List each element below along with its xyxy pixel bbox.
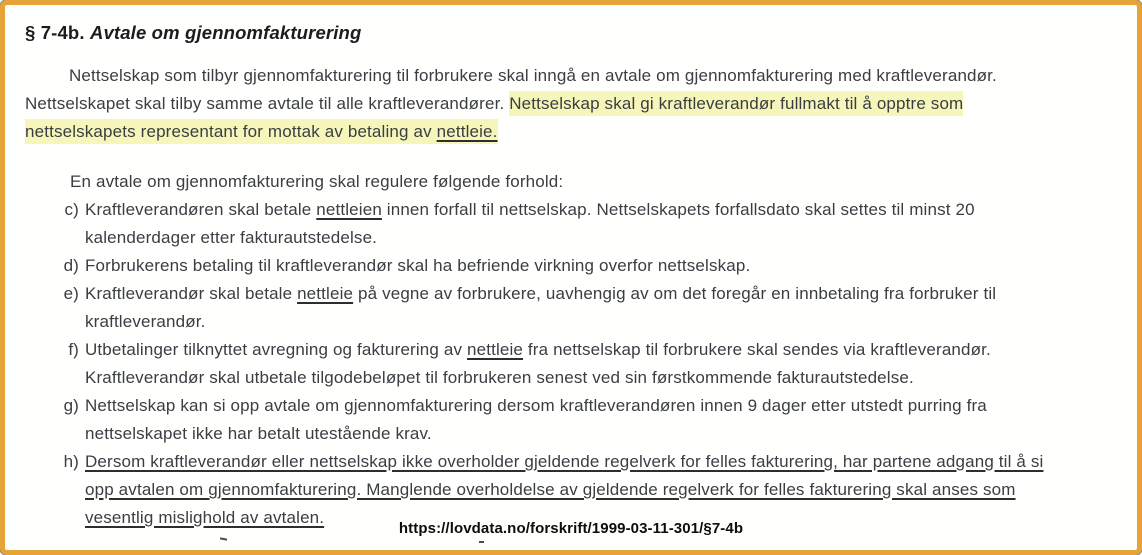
section-number: § 7-4b. bbox=[25, 22, 85, 43]
highlighted-text: nettselskapets representant for mottak av betaling av bbox=[25, 119, 437, 144]
list-item-d bbox=[25, 252, 1119, 280]
list-item-c bbox=[25, 196, 1119, 252]
item-text: fra nettselskap til forbrukere skal sendes via kraftleverandør. bbox=[523, 340, 991, 359]
intro-text: Nettselskap som tilbyr gjennomfakturering til forbrukere skal inngå en avtale om gjennomfakturering med kraftleverandør. bbox=[69, 66, 997, 85]
item-text: innen forfall til nettselskap. Nettselskapets forfallsdato skal settes til minst 20 bbox=[381, 200, 975, 219]
intro-line-2 bbox=[25, 90, 1119, 118]
provision-list bbox=[25, 196, 1119, 532]
item-line bbox=[85, 476, 1119, 504]
item-label: g) bbox=[63, 396, 79, 415]
item-label: h) bbox=[63, 452, 79, 471]
source-url: https://lovdata.no/forskrift/1999-03-11-301/§7-4b bbox=[398, 520, 744, 537]
list-item-e bbox=[25, 280, 1119, 336]
underlined-term: nettleie bbox=[467, 340, 524, 359]
underlined-text: opp avtalen om gjennomfakturering. Manglende overholdelse av gjeldende regelverk for felles fakturering skal anses som bbox=[85, 480, 1016, 499]
item-line: Nettselskap kan si opp avtale om gjennomfakturering dersom kraftleverandøren innen 9 dager etter utstedt purring fra bbox=[85, 396, 987, 415]
item-line: Kraftleverandør skal utbetale tilgodebeløpet til forbrukeren senest ved sin førstkommende fakturautstedelse. bbox=[85, 368, 914, 387]
list-item-g bbox=[25, 392, 1119, 448]
item-text: Kraftleverandør skal betale bbox=[85, 284, 298, 303]
intro-line-1 bbox=[25, 62, 1119, 90]
underlined-term: nettleien bbox=[316, 200, 382, 219]
underlined-text: vesentlig mislighold av avtalen. bbox=[85, 508, 325, 527]
underlined-text: Dersom kraftleverandør eller nettselskap ikke overholder gjeldende regelverk for felles fakturering, har partene adgang til å si bbox=[85, 452, 1044, 471]
intro-paragraph bbox=[25, 62, 1119, 146]
item-line bbox=[85, 448, 1119, 476]
item-label: e) bbox=[63, 284, 79, 303]
underlined-term: nettleie bbox=[297, 284, 354, 303]
section-title: Avtale om gjennomfakturering bbox=[89, 22, 362, 43]
item-line bbox=[85, 280, 1119, 308]
item-label: f) bbox=[68, 340, 79, 359]
cutoff-text-fragment bbox=[220, 537, 227, 540]
intro-text: Nettselskapet skal tilby samme avtale til alle kraftleverandører. bbox=[25, 94, 510, 113]
document-content bbox=[5, 5, 1137, 532]
item-line: kraftleverandør. bbox=[85, 312, 206, 331]
list-item-f bbox=[25, 336, 1119, 392]
item-label: d) bbox=[63, 256, 79, 275]
intro-line-3 bbox=[25, 118, 1119, 146]
list-intro: En avtale om gjennomfakturering skal regulere følgende forhold: bbox=[70, 172, 564, 191]
item-line bbox=[85, 196, 1119, 224]
highlighted-underlined-text: nettleie. bbox=[437, 119, 498, 144]
item-line: Forbrukerens betaling til kraftleverandør skal ha befriende virkning overfor nettselskap. bbox=[85, 256, 751, 275]
section-heading bbox=[25, 20, 1119, 46]
item-text: Kraftleverandøren skal betale bbox=[85, 200, 317, 219]
item-line: kalenderdager etter fakturautstedelse. bbox=[85, 228, 378, 247]
item-line: nettselskapet ikke har betalt utestående krav. bbox=[85, 424, 432, 443]
highlighted-text: Nettselskap skal gi kraftleverandør fullmakt til å opptre som bbox=[509, 91, 963, 116]
item-line bbox=[85, 336, 1119, 364]
cutoff-text-fragment bbox=[479, 541, 484, 543]
item-label: c) bbox=[64, 200, 79, 219]
item-text: Utbetalinger tilknyttet avregning og fakturering av bbox=[85, 340, 468, 359]
item-text: på vegne av forbrukere, uavhengig av om det foregår en innbetaling fra forbruker til bbox=[353, 284, 997, 303]
